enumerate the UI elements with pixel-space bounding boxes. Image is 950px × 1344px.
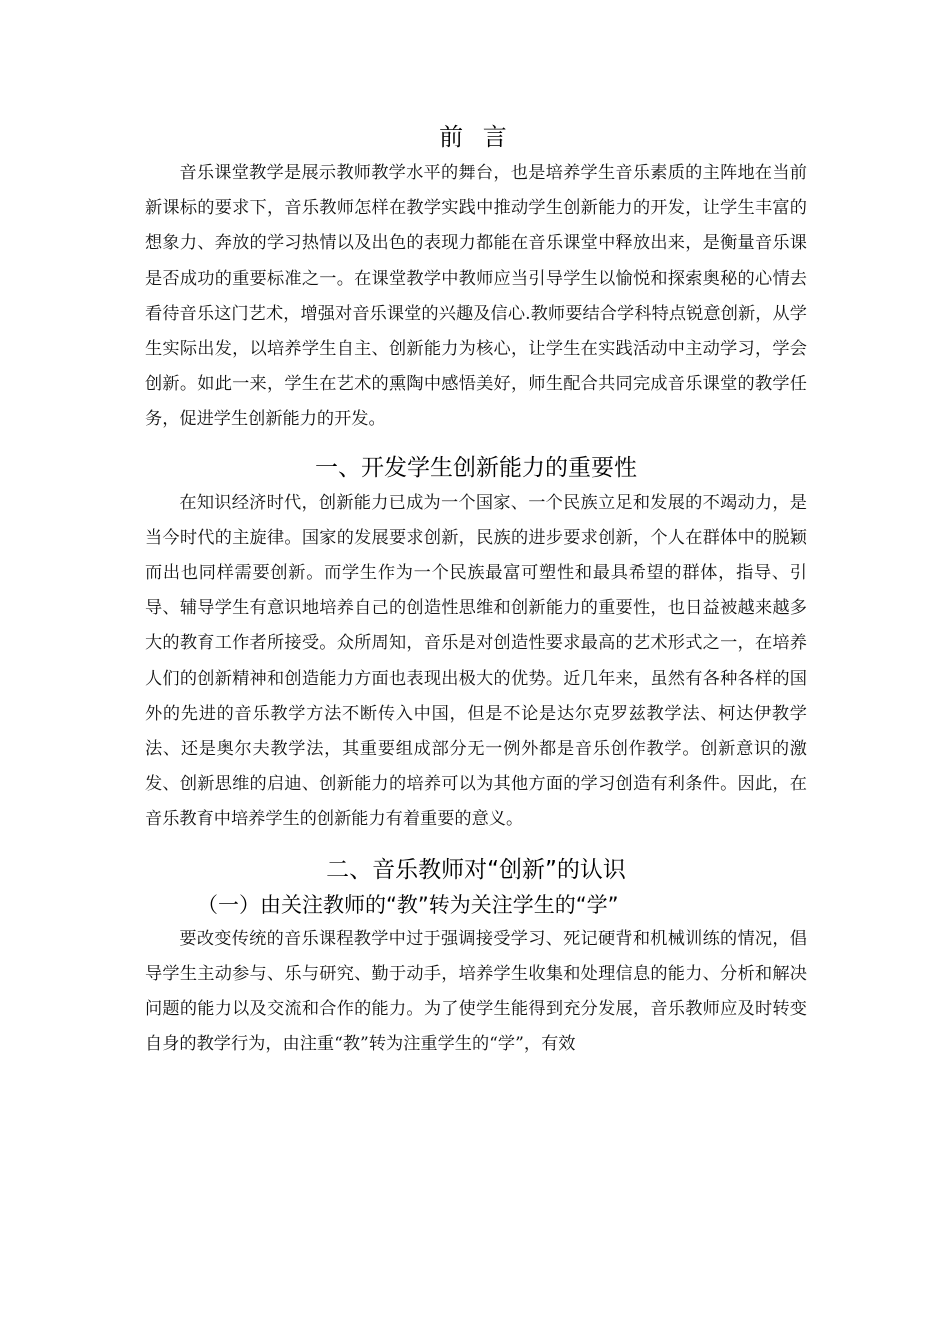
section1-paragraph: 在知识经济时代，创新能力已成为一个国家、一个民族立足和发展的不竭动力，是当今时代的主旋律。国家的发展要求创新，民族的进步要求创新，个人在群体中的脱颖而出也同样需要创新。而学生作为一个民族最富可塑性和最具希望的群体，指导、引导、辅导学生有意识地培养自己的创造性思维和创新能力的重要性，也日益被越来越多大的教育工作者所接受。众所周知，音乐是对创造性要求最高的艺术形式之一，在培养人们的创新精神和创造能力方面也表现出极大的优势。近几年来，虽然有各种各样的国外的先进的音乐教学方法不断传入中国，但是不论是达尔克罗兹教学法、柯达伊教学法、还是奥尔夫教学法，其重要组成部分无一例外都是音乐创作教学。创新意识的激发、创新思维的启迪、创新能力的培养可以为其他方面的学习创造有利条件。因此，在音乐教育中培养学生的创新能力有着重要的意义。 [145, 492, 807, 830]
subsection1-paragraph: 要改变传统的音乐课程教学中过于强调接受学习、死记硬背和机械训练的情况，倡导学生主动参与、乐与研究、勤于动手，培养学生收集和处理信息的能力、分析和解决问题的能力以及交流和合作的能力。为了使学生能得到充分发展，音乐教师应及时转变自身的教学行为，由注重“教”转为注重学生的“学”，有效 [145, 928, 807, 1055]
preface-paragraph: 音乐课堂教学是展示教师教学水平的舞台，也是培养学生音乐素质的主阵地在当前新课标的要求下，音乐教师怎样在教学实践中推动学生创新能力的开发，让学生丰富的想象力、奔放的学习热情以及出色的表现力都能在音乐课堂中释放出来，是衡量音乐课是否成功的重要标准之一。在课堂教学中教师应当引导学生以愉悦和探索奥秘的心情去看待音乐这门艺术，增强对音乐课堂的兴趣及信心.教师要结合学科特点锐意创新，从学生实际出发，以培养学生自主、创新能力为核心，让学生在实践活动中主动学习，学会创新。如此一来，学生在艺术的熏陶中感悟美好，师生配合共同完成音乐课堂的教学任务，促进学生创新能力的开发。 [145, 163, 807, 430]
section1-title: 一、开发学生创新能力的重要性 [315, 454, 637, 481]
preface-title: 前 言 [439, 123, 513, 151]
section2-title: 二、音乐教师对“创新”的认识 [326, 856, 626, 883]
document-page [145, 118, 807, 1062]
subsection1-title: （一）由关注教师的“教”转为关注学生的“学” [197, 892, 619, 917]
